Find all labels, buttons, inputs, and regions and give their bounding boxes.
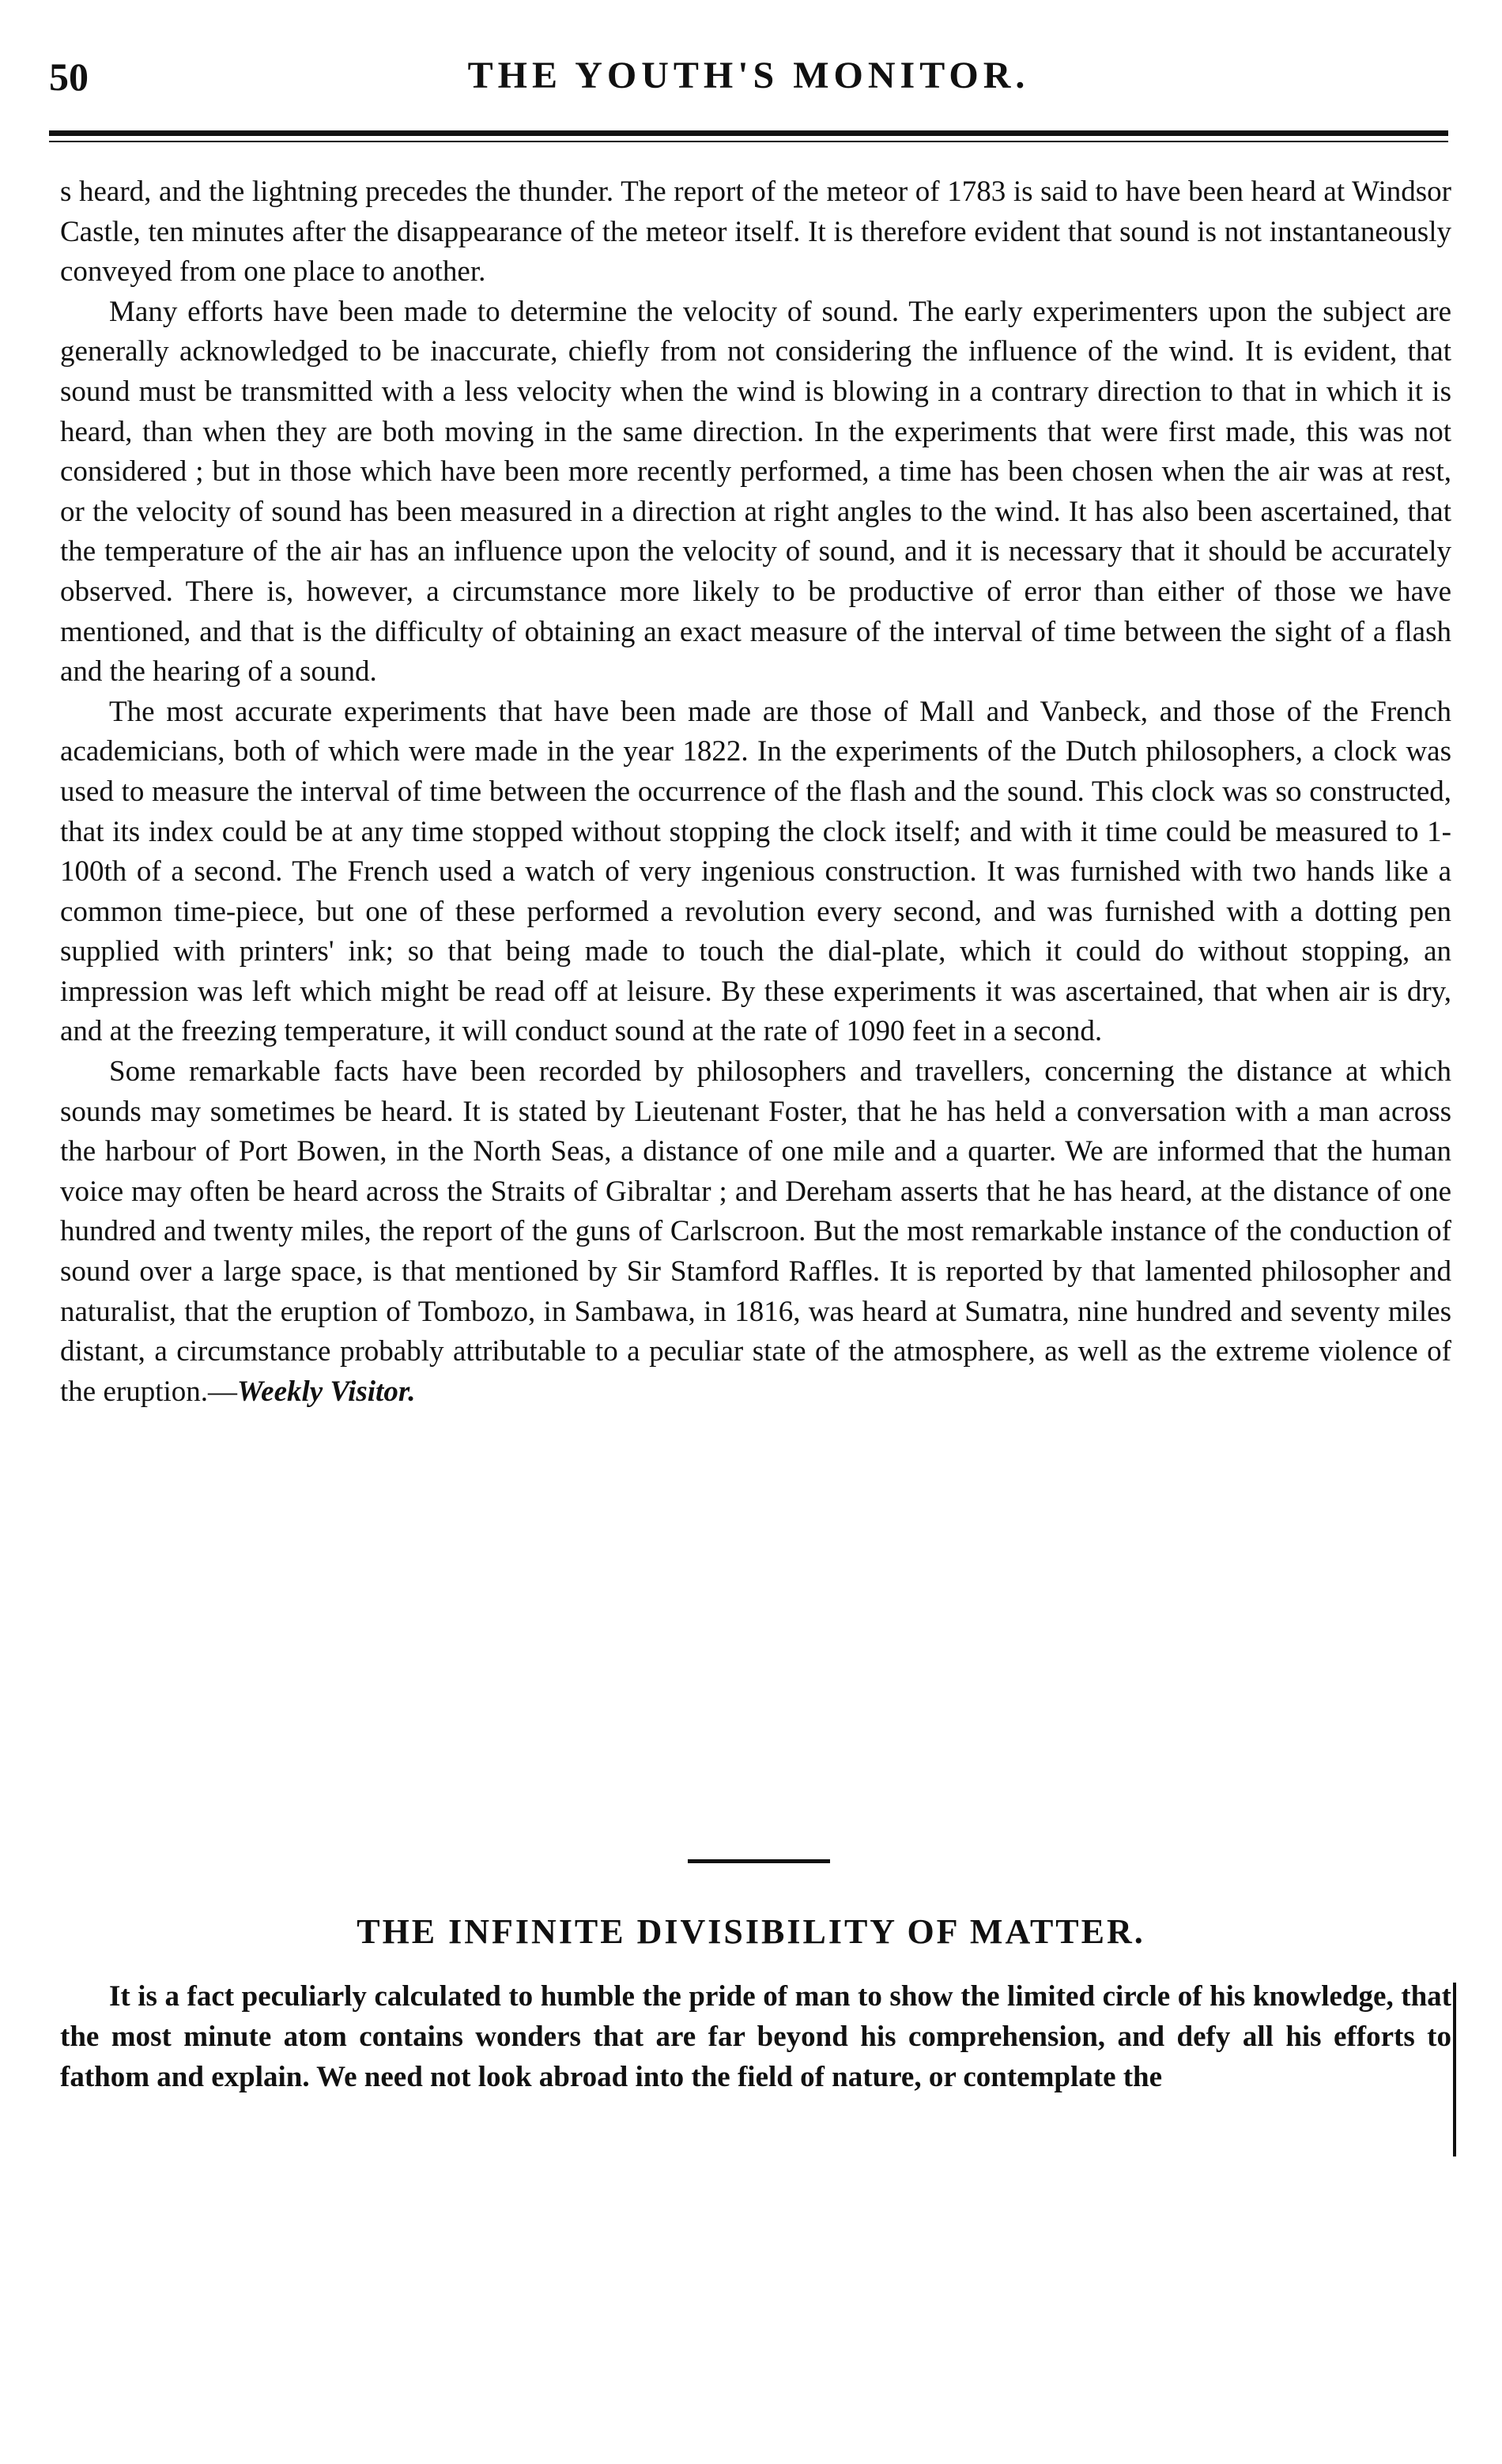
- paragraph-continued: s heard, and the lightning precedes the thunder. The report of the meteor of 1783 is said to have been heard at Windsor Castle, ten minutes after the disappearance of the meteor itself. It is therefore evident that sound is not instantaneously conveyed from one place to another.: [60, 175, 1451, 289]
- paragraph-intro: It is a fact peculiarly calculated to humble the pride of man to show the limited circle of his knowledge, that the most minute atom contains wonders that are far beyond his comprehension, and defy all his efforts to fathom and explain. We need not look abroad into the field of nature, or contemplate the: [60, 1980, 1451, 2093]
- page-header: [49, 46, 1448, 117]
- running-title: THE YOUTH'S MONITOR.: [467, 55, 1030, 96]
- source-attribution: Weekly Visitor.: [237, 1375, 416, 1408]
- paragraph-experiments: The most accurate experiments that have been made are those of Mall and Vanbeck, and those of the French academicians, both of which were made in the year 1822. In the experiments of the Dutch philosophers, a clock was used to measure the interval of time between the occurrence of the flash and the sound. This clock was so constructed, that its index could be at any time stopped without stopping the clock itself; and with it time could be measured to 1-100th of a second. The French used a watch of very ingenious construction. It was furnished with two hands like a common time-piece, but one of these performed a revolution every second, and was furnished with a dotting pen supplied with printers' ink; so that being made to touch the dial-plate, which it could do without stopping, an impression was left which might be read off at leisure. By these experiments it was ascertained, that when air is dry, and at the freezing temperature, it will conduct sound at the rate of 1090 feet in a second.: [60, 695, 1451, 1048]
- paragraph-remarkable-facts: [60, 1052, 1451, 1412]
- header-rule-thick: [49, 130, 1448, 136]
- page-number: 50: [49, 55, 89, 99]
- paragraph-velocity: Many efforts have been made to determine the velocity of sound. The early experimenters upon the subject are generally acknowledged to be inaccurate, chiefly from not considering the influence of the wind. It is evident, that sound must be transmitted with a less velocity when the wind is blowing in a contrary direction to that in which it is heard, than when they are both moving in the same direction. In the experiments that were first made, this was not considered ; but in those which have been more recently performed, a time has been chosen when the air was at rest, or the velocity of sound has been measured in a direction at right angles to the wind. It has also been ascertained, that the temperature of the air has an influence upon the velocity of sound, and it is necessary that it should be accurately observed. There is, however, a circumstance more likely to be productive of error than either of those we have mentioned, and that is the difficulty of obtaining an exact measure of the interval of time between the sight of a flash and the hearing of a sound.: [60, 295, 1451, 689]
- article-title: THE INFINITE DIVISIBILITY OF MATTER.: [357, 1912, 1145, 1951]
- header-rule-thin: [49, 141, 1448, 142]
- paragraph-remarkable-facts-text: Some remarkable facts have been recorded by philosophers and travellers, concerning the distance at which sounds may sometimes be heard. It is stated by Lieutenant Foster, that he has held a conversation with a man across the harbour of Port Bowen, in the North Seas, a distance of one mile and a quarter. We are informed that the human voice may often be heard across the Straits of Gibraltar ; and Dereham asserts that he has heard, at the distance of one hundred and twenty miles, the report of the guns of Carlscroon. But the most remarkable instance of the conduction of sound over a large space, is that mentioned by Sir Stamford Raffles. It is reported by that lamented philosopher and naturalist, that the eruption of Tombozo, in Sambawa, in 1816, was heard at Sumatra, nine hundred and seventy miles distant, a circumstance probably attributable to a peculiar state of the atmosphere, as well as the extreme violence of the eruption.—: [60, 1055, 1451, 1408]
- section-divider: [688, 1859, 830, 1863]
- divisibility-article: [60, 1976, 1451, 2097]
- sound-article: [60, 172, 1451, 1412]
- page-edge-mark: [1453, 1983, 1456, 2156]
